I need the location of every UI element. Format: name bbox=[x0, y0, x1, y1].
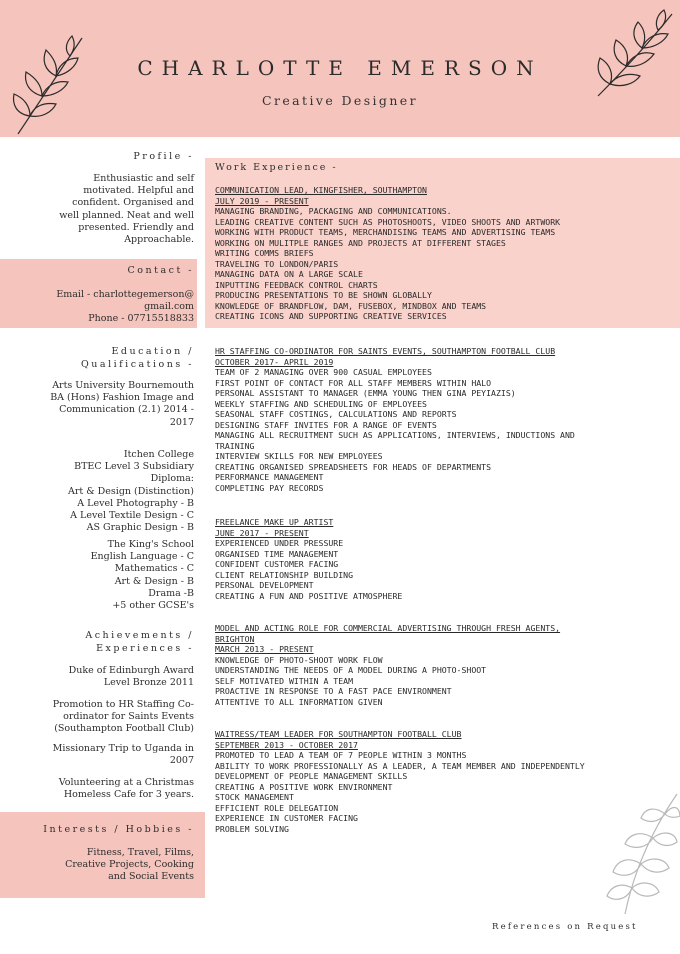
leaf-branch-icon bbox=[592, 8, 676, 100]
job-dates: JULY 2019 - PRESENT bbox=[215, 195, 309, 206]
job-title-continued: BRIGHTON bbox=[215, 633, 255, 644]
education-entry: Arts University Bournemouth BA (Hons) Fashion Image and Communication (2.1) 2014 - 2017 bbox=[50, 380, 194, 428]
candidate-role: Creative Designer bbox=[262, 93, 418, 108]
job-entry: MODEL AND ACTING ROLE FOR COMMERCIAL ADVERTISING THROUGH FRESH AGENTS, BRIGHTON MARCH 2013 - PRESENT KNOWLEDGE OF PHOTO-SHOOT WORK FLOW UNDERSTANDING THE NEEDS OF A MODEL DURING A PHOTO-SHOOT SELF MOTIVATED WITHIN A TEAM PROACTIVE IN RESPONSE TO A FAST PACE ENVIRONMENT ATTENTIVE TO ALL INFORMATION GIVEN bbox=[215, 623, 670, 707]
achievement-entry: Volunteering at a Christmas Homeless Cafe for 3 years. bbox=[58, 777, 194, 801]
references-note: References on Request bbox=[492, 922, 638, 932]
leaf-branch-icon bbox=[585, 786, 680, 916]
job-title: MODEL AND ACTING ROLE FOR COMMERCIAL ADVERTISING THROUGH FRESH AGENTS, bbox=[215, 623, 561, 633]
job-entry: FREELANCE MAKE UP ARTIST JUNE 2017 - PRESENT EXPERIENCED UNDER PRESSURE ORGANISED TIME MANAGEMENT CONFIDENT CUSTOMER FACING CLIENT RELATIONSHIP BUILDING PERSONAL DEVELOPMENT CREATING A FUN AND POSITIVE ATMOSPHERE bbox=[215, 517, 670, 601]
contact-email[interactable]: Email - charlottegemerson@ bbox=[56, 289, 194, 300]
job-dates: OCTOBER 2017- APRIL 2019 bbox=[215, 356, 334, 367]
achievement-entry: Duke of Edinburgh Award Level Bronze 2011 bbox=[68, 665, 194, 689]
achievement-entry: Promotion to HR Staffing Co- ordinator for Saints Events (Southampton Football Club) bbox=[52, 699, 194, 735]
interests-text: Fitness, Travel, Films, Creative Projects, Cooking and Social Events bbox=[65, 847, 194, 883]
job-title: HR STAFFING CO-ORDINATOR FOR SAINTS EVENTS, SOUTHAMPTON FOOTBALL CLUB bbox=[215, 346, 556, 356]
job-title: FREELANCE MAKE UP ARTIST bbox=[215, 517, 334, 527]
job-title: WAITRESS/TEAM LEADER FOR SOUTHAMPTON FOOTBALL CLUB bbox=[215, 729, 462, 739]
education-entry: Itchen College BTEC Level 3 Subsidiary Diploma: Art & Design (Distinction) A Level Photography - B A Level Textile Design - C AS Graphic Design - B bbox=[67, 449, 194, 534]
job-dates: SEPTEMBER 2013 - OCTOBER 2017 bbox=[215, 739, 358, 750]
profile-text: Enthusiastic and self motivated. Helpful and confident. Organised and well planned. Neat and well presented. Friendly and Approachable. bbox=[59, 173, 194, 246]
contact-heading: Contact - bbox=[127, 265, 194, 276]
job-dates: MARCH 2013 - PRESENT bbox=[215, 644, 314, 654]
contact-details: Email - charlottegemerson@ gmail.com Phone - 07715518833 bbox=[56, 289, 194, 325]
job-entry: COMMUNICATION LEAD, KINGFISHER, SOUTHAMPTON JULY 2019 - PRESENT MANAGING BRANDING, PACKAGING AND COMMUNICATIONS. LEADING CREATIVE CONTENT SUCH AS PHOTOSHOOTS, VIDEO SHOOTS AND ARTWORK WORKING WITH PRODUCT TEAMS, MERCHANDISING TEAMS AND ADVERTISING TEAMS WORKING ON MULITPLE RANGES AND PROJECTS AT DIFFERENT STAGES WRITING COMMS BRIEFS TRAVELING TO LONDON/PARIS MANAGING DATA ON A LARGE SCALE INPUTTING FEEDBACK CONTROL CHARTS PRODUCING PRESENTATIONS TO BE SHOWN GLOBALLY KNOWLEDGE OF BRANDFLOW, DAM, FUSEBOX, MINDBOX AND TEAMS CREATING ICONS AND SUPPORTING CREATIVE SERVICES bbox=[215, 185, 670, 322]
profile-heading: Profile - bbox=[133, 151, 194, 162]
candidate-name: CHARLOTTE EMERSON bbox=[137, 56, 543, 80]
education-heading: Education / Qualifications - bbox=[81, 346, 194, 370]
contact-phone[interactable]: Phone - 07715518833 bbox=[88, 313, 194, 325]
leaf-branch-icon bbox=[10, 34, 88, 138]
interests-heading: Interests / Hobbies - bbox=[43, 824, 194, 835]
achievements-heading: Achievements / Experiences - bbox=[85, 630, 194, 654]
job-dates: JUNE 2017 - PRESENT bbox=[215, 527, 309, 538]
work-experience-heading: Work Experience - bbox=[215, 162, 338, 173]
job-entry: WAITRESS/TEAM LEADER FOR SOUTHAMPTON FOOTBALL CLUB SEPTEMBER 2013 - OCTOBER 2017 PROMOTED TO LEAD A TEAM OF 7 PEOPLE WITHIN 3 MONTHS ABILITY TO WORK PROFESSIONALLY AS A LEADER, A TEAM MEMBER AND INDEPENDENTLY DEVELOPMENT OF PEOPLE MANAGEMENT SKILLS CREATING A POSITIVE WORK ENVIRONMENT STOCK MANAGEMENT EFFICIENT ROLE DELEGATION EXPERIENCE IN CUSTOMER FACING PROBLEM SOLVING bbox=[215, 729, 670, 834]
job-entry: HR STAFFING CO-ORDINATOR FOR SAINTS EVENTS, SOUTHAMPTON FOOTBALL CLUB OCTOBER 2017- APRIL 2019 TEAM OF 2 MANAGING OVER 900 CASUAL EMPLOYEES FIRST POINT OF CONTACT FOR ALL STAFF MEMBERS WITHIN HALO PERSONAL ASSISTANT TO MANAGER (EMMA YOUNG THEN GINA PEYIAZIS) WEEKLY STAFFING AND SCHEDULING OF EMPLOYEES SEASONAL STAFF COSTINGS, CALCULATIONS AND REPORTS DESIGNING STAFF INVITES FOR A RANGE OF EVENTS MANAGING ALL RECRUITMENT SUCH AS APPLICATIONS, INTERVIEWS, INDUCTIONS AND TRAINING INTERVIEW SKILLS FOR NEW EMPLOYEES CREATING ORGANISED SPREADSHEETS FOR HEADS OF DEPARTMENTS PERFORMANCE MANAGEMENT COMPLETING PAY RECORDS bbox=[215, 346, 670, 493]
education-entry: The King's School English Language - C Mathematics - C Art & Design - B Drama -B +5 other GCSE's bbox=[90, 539, 194, 612]
job-title: COMMUNICATION LEAD, KINGFISHER, SOUTHAMPTON bbox=[215, 185, 427, 195]
achievement-entry: Missionary Trip to Uganda in 2007 bbox=[52, 743, 194, 767]
